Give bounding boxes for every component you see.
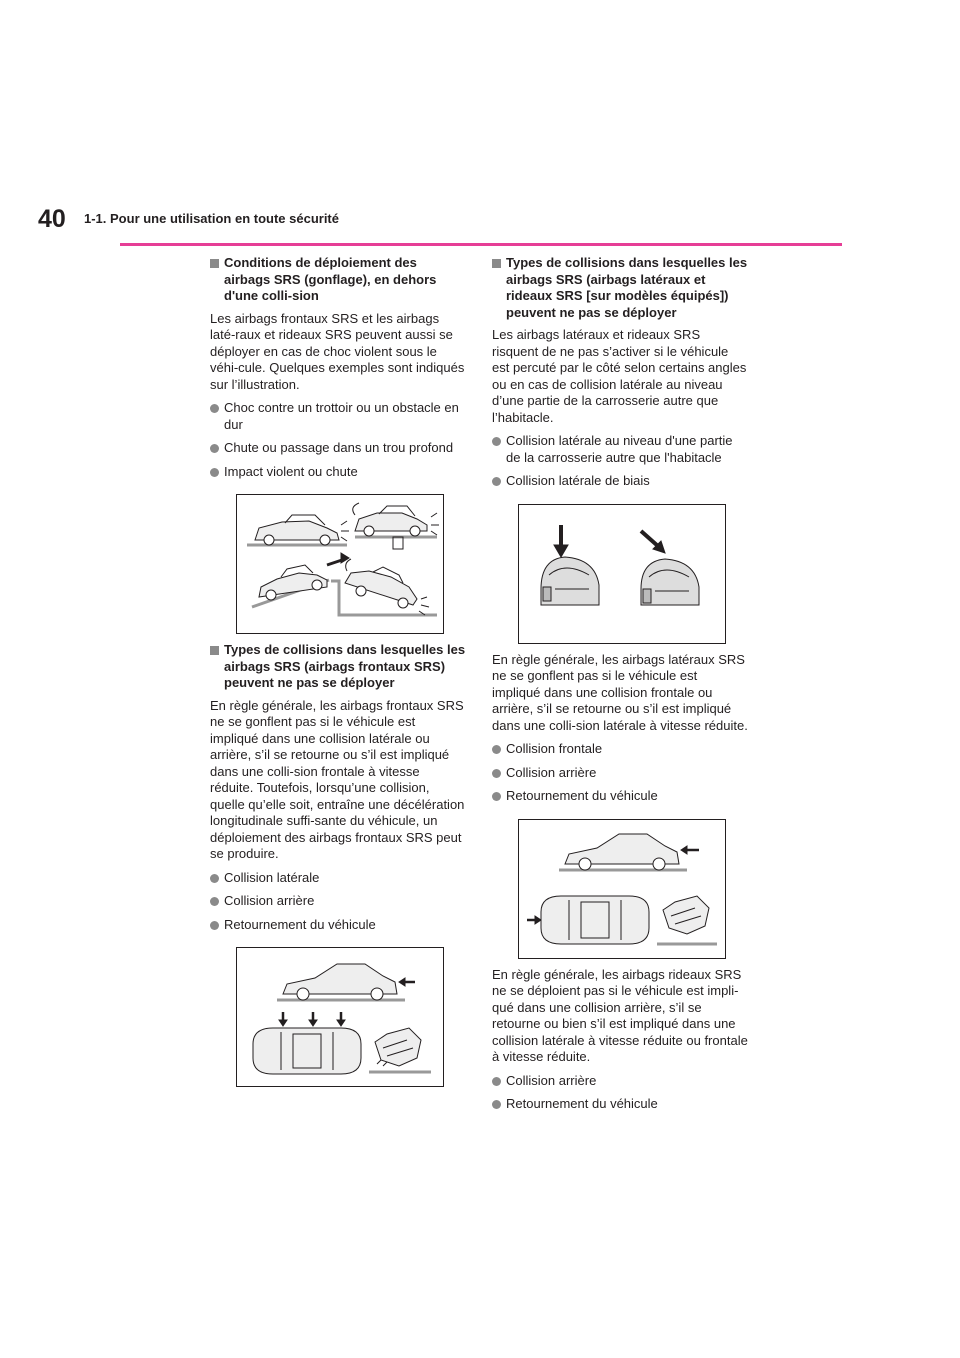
list-item-text: Retournement du véhicule bbox=[506, 1096, 658, 1111]
list-item-text: Collision arrière bbox=[224, 893, 315, 908]
list-item bbox=[492, 1073, 748, 1090]
list-item-text: Chute ou passage dans un trou profond bbox=[224, 440, 454, 455]
list-item-text: Collision latérale au niveau d'une partie de la carrosserie autre que l'habitacle bbox=[506, 433, 733, 465]
list-item bbox=[210, 893, 466, 910]
round-bullet-icon bbox=[210, 921, 219, 930]
side-impact-angle-illustration bbox=[518, 504, 726, 644]
list-item bbox=[492, 741, 748, 758]
list-item bbox=[210, 440, 466, 457]
section-heading bbox=[210, 642, 466, 692]
section-heading bbox=[492, 255, 748, 321]
left-column bbox=[210, 255, 466, 1095]
section-title: Types de collisions dans lesquelles les airbags SRS (airbags frontaux SRS) peuvent ne pas se déployer bbox=[224, 642, 466, 690]
round-bullet-icon bbox=[492, 437, 501, 446]
side-rear-rollover-illustration bbox=[236, 947, 444, 1087]
square-bullet-icon bbox=[210, 646, 219, 655]
round-bullet-icon bbox=[492, 1100, 501, 1109]
list-item-text: Retournement du véhicule bbox=[224, 916, 376, 932]
section-title: Types de collisions dans lesquelles les airbags SRS (airbags latéraux et rideaux SRS [sur modèles équipés]) peuvent ne pas se déployer bbox=[506, 255, 748, 320]
header-rule bbox=[120, 243, 842, 246]
paragraph: En règle générale, les airbags rideaux SRS ne se déploient pas si le véhicule est impli-qué dans une collision arrière, s’il se retourne ou bien s’il est impliqué dans une collision latérale à vitesse réduite ou frontale à vitesse réduite. bbox=[492, 966, 748, 1064]
page-number: 40 bbox=[38, 205, 66, 233]
list-item bbox=[492, 473, 748, 490]
round-bullet-icon bbox=[210, 468, 219, 477]
paragraph: Les airbags latéraux et rideaux SRS risquent de ne pas s’activer si le véhicule est percuté par le côté selon certains angles ou en cas de collision latérale au niveau d’une partie de la carrosserie autre que l’habitacle. bbox=[492, 327, 747, 425]
round-bullet-icon bbox=[210, 874, 219, 883]
round-bullet-icon bbox=[492, 792, 501, 801]
section-heading bbox=[210, 255, 466, 305]
front-rear-rollover-illustration bbox=[518, 819, 726, 959]
under-vehicle-impact-illustration bbox=[236, 494, 444, 634]
round-bullet-icon bbox=[492, 769, 501, 778]
list-item bbox=[492, 765, 748, 782]
square-bullet-icon bbox=[492, 259, 501, 268]
list-item bbox=[210, 400, 466, 433]
list-item-text: Collision frontale bbox=[506, 741, 603, 756]
paragraph: Les airbags frontaux SRS et les airbags laté-raux et rideaux SRS peuvent aussi se déployer en cas de choc violent sous le véhi-cule. Quelques exemples sont indiqués sur l’illustration. bbox=[210, 310, 465, 392]
list-item bbox=[210, 917, 466, 934]
list-item bbox=[492, 433, 748, 466]
list-item bbox=[210, 464, 466, 481]
list-item-text: Choc contre un trottoir ou un obstacle en dur bbox=[224, 400, 459, 432]
round-bullet-icon bbox=[492, 745, 501, 754]
section-title: Conditions de déploiement des airbags SRS (gonflage), en dehors d'une colli-sion bbox=[224, 255, 437, 303]
round-bullet-icon bbox=[210, 897, 219, 906]
right-column bbox=[492, 255, 748, 1120]
paragraph: En règle générale, les airbags frontaux SRS ne se gonflent pas si le véhicule est impliqué dans une collision latérale ou arrière, s’il se retourne ou s’il est impliqué dans une colli-sion frontale à vitesse réduite. Toutefois, lorsqu’une collision, quelle qu’elle soit, entraîne une décélération longitudinale suffi-sante du véhicule, un déploiement des airbags frontaux SRS peut se produire. bbox=[210, 697, 465, 861]
running-title: 1-1. Pour une utilisation en toute sécurité bbox=[84, 211, 339, 226]
list-item-text: Collision arrière bbox=[506, 764, 597, 780]
round-bullet-icon bbox=[210, 444, 219, 453]
list-item-text: Impact violent ou chute bbox=[224, 463, 358, 479]
round-bullet-icon bbox=[210, 404, 219, 413]
list-item-text: Retournement du véhicule bbox=[506, 788, 658, 803]
round-bullet-icon bbox=[492, 477, 501, 486]
list-item-text: Collision arrière bbox=[506, 1072, 597, 1088]
list-item bbox=[492, 1096, 748, 1113]
list-item-text: Collision latérale de biais bbox=[506, 473, 650, 488]
list-item-text: Collision latérale bbox=[224, 869, 320, 885]
list-item bbox=[210, 870, 466, 887]
list-item bbox=[492, 788, 748, 805]
round-bullet-icon bbox=[492, 1077, 501, 1086]
paragraph: En règle générale, les airbags latéraux SRS ne se gonflent pas si le véhicule est impliqué dans une collision frontale ou arrière, s’il se retourne ou s’il est impliqué dans une colli-sion latérale à vitesse réduite. bbox=[492, 651, 748, 733]
square-bullet-icon bbox=[210, 259, 219, 268]
